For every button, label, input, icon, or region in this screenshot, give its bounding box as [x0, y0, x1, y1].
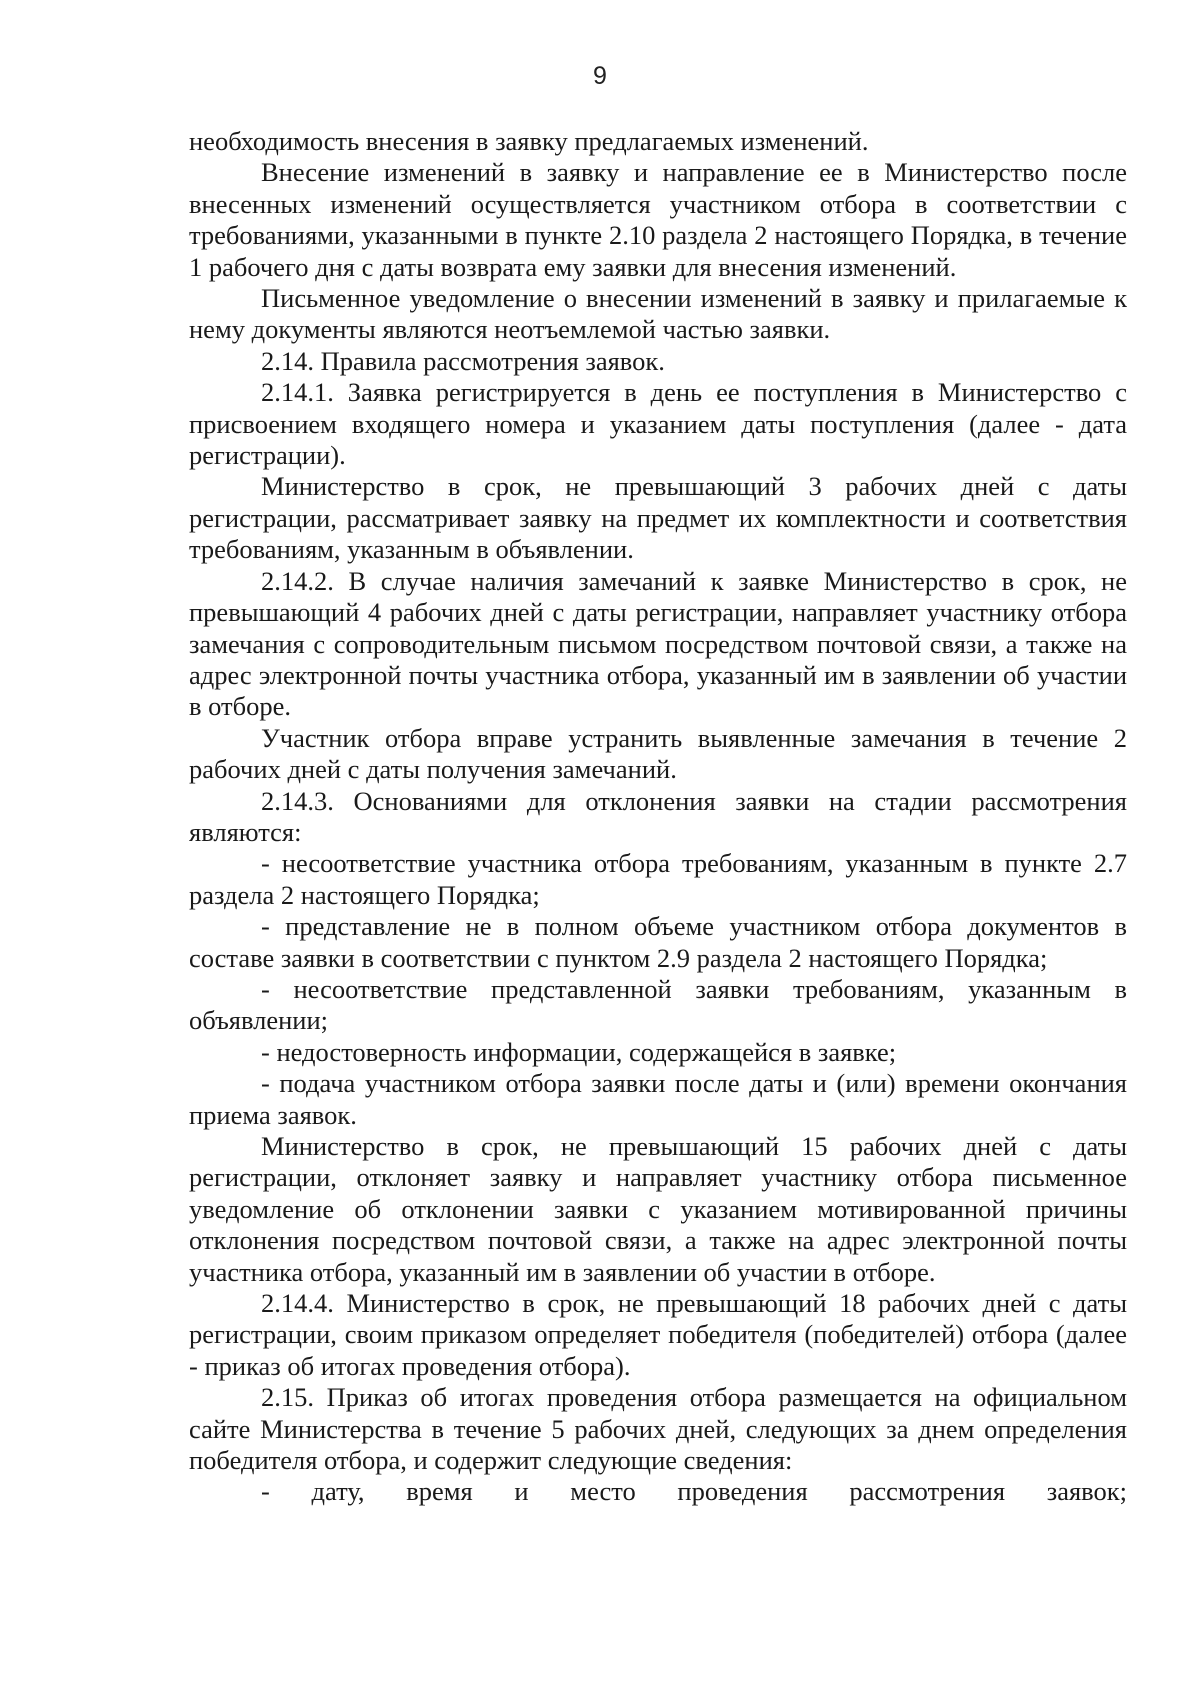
paragraph: - несоответствие представленной заявки требованиям, указанным в объявлении;	[189, 973, 1127, 1036]
paragraph: 2.15. Приказ об итогах проведения отбора размещается на официальном сайте Министерства в течение 5 рабочих дней, следующих за днем определения победителя отбора, и содержит следующие сведения:	[189, 1382, 1127, 1476]
page-number: 9	[593, 62, 607, 90]
paragraph: необходимость внесения в заявку предлагаемых изменений.	[189, 126, 869, 156]
paragraph: Внесение изменений в заявку и направление ее в Министерство после внесенных изменений осуществляется участником отбора в соответствии с требованиями, указанными в пункте 2.10 раздела 2 настоящего Порядка, в течение 1 рабочего дня с даты возврата ему заявки для внесения изменений.	[189, 157, 1127, 282]
paragraph: 2.14.3. Основаниями для отклонения заявки на стадии рассмотрения являются:	[189, 785, 1127, 847]
paragraph: Письменное уведомление о внесении изменений в заявку и прилагаемые к нему документы являются неотъемлемой частью заявки.	[189, 283, 1127, 345]
paragraph: 2.14.1. Заявка регистрируется в день ее поступления в Министерство с присвоением входящего номера и указанием даты поступления (далее - дата регистрации).	[189, 377, 1127, 471]
paragraph: - подача участником отбора заявки после даты и (или) времени окончания приема заявок.	[189, 1068, 1127, 1130]
paragraph: - представление не в полном объеме участником отбора документов в составе заявки в соответствии с пунктом 2.9 раздела 2 настоящего Порядка;	[189, 911, 1127, 973]
paragraph: Министерство в срок, не превышающий 3 рабочих дней с даты регистрации, рассматривает заявку на предмет их комплектности и соответствия требованиям, указанным в объявлении.	[189, 471, 1127, 565]
paragraph: 2.14.2. В случае наличия замечаний к заявке Министерство в срок, не превышающий 4 рабочих дней с даты регистрации, направляет участнику отбора замечания с сопроводительным письмом посредством почтовой связи, а также на адрес электронной почты участника отбора, указанный им в заявлении об участии в отборе.	[189, 565, 1127, 722]
paragraph: Министерство в срок, не превышающий 15 рабочих дней с даты регистрации, отклоняет заявку и направляет участнику отбора письменное уведомление об отклонении заявки с указанием мотивированной причины отклонения посредством почтовой связи, а также на адрес электронной почты участника отбора, указанный им в заявлении об участии в отборе.	[189, 1131, 1127, 1287]
paragraph: - недостоверность информации, содержащейся в заявке;	[261, 1036, 897, 1067]
paragraph: 2.14. Правила рассмотрения заявок.	[261, 345, 665, 376]
paragraph: - несоответствие участника отбора требованиям, указанным в пункте 2.7 раздела 2 настоящего Порядка;	[189, 848, 1127, 910]
document-body	[189, 126, 1127, 1508]
paragraph: 2.14.4. Министерство в срок, не превышающий 18 рабочих дней с даты регистрации, своим приказом определяет победителя (победителей) отбора (далее - приказ об итогах проведения отбора).	[189, 1288, 1127, 1381]
paragraph: Участник отбора вправе устранить выявленные замечания в течение 2 рабочих дней с даты получения замечаний.	[189, 722, 1127, 785]
paragraph: - дату, время и место проведения рассмотрения заявок;	[261, 1476, 1127, 1507]
